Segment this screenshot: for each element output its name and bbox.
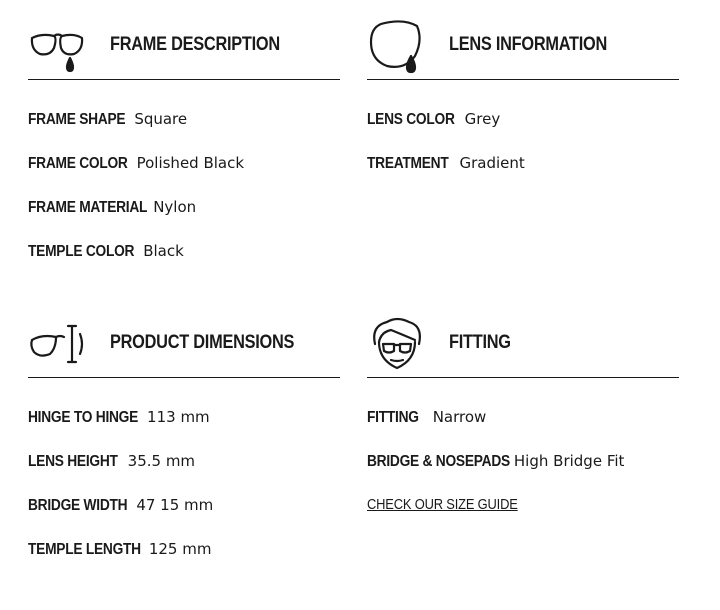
size-guide-row <box>367 496 679 540</box>
spec-value: Gradient <box>459 154 525 172</box>
spec-value: 125 mm <box>148 540 212 558</box>
spec-label: FRAME COLOR <box>28 155 128 172</box>
section-header <box>367 14 679 80</box>
spec-value: Grey <box>464 110 501 128</box>
spec-row-hinge-to-hinge <box>28 408 340 452</box>
spec-value: Polished Black <box>136 154 245 172</box>
spec-label: HINGE TO HINGE <box>28 409 139 426</box>
spec-row-bridge-nosepads <box>367 452 679 496</box>
spec-row-temple-color <box>28 242 340 286</box>
spec-value: Square <box>134 110 188 128</box>
spec-label: LENS HEIGHT <box>28 453 118 470</box>
spec-row-frame-color <box>28 154 340 198</box>
spec-row-fitting <box>367 408 679 452</box>
section-title: FITTING <box>449 332 511 353</box>
product-dimensions-section <box>28 312 340 584</box>
section-title: LENS INFORMATION <box>449 34 608 55</box>
spec-row-lens-color <box>367 110 679 154</box>
spec-value: Nylon <box>153 198 197 216</box>
section-header <box>367 312 679 378</box>
spec-label: FITTING <box>367 409 419 426</box>
spec-label: TREATMENT <box>367 155 449 172</box>
section-title: PRODUCT DIMENSIONS <box>110 332 295 353</box>
section-header <box>28 14 340 80</box>
spec-label: FRAME SHAPE <box>28 111 126 128</box>
spec-label: BRIDGE & NOSEPADS <box>367 453 510 470</box>
section-header <box>28 312 340 378</box>
spec-row-temple-length <box>28 540 340 584</box>
spec-value: High Bridge Fit <box>513 452 625 470</box>
spec-label: TEMPLE COLOR <box>28 243 135 260</box>
fitting-section <box>367 312 679 540</box>
spec-value: Narrow <box>432 408 487 426</box>
spec-row-frame-material <box>28 198 340 242</box>
lens-information-section <box>367 14 679 198</box>
spec-row-frame-shape <box>28 110 340 154</box>
section-title: FRAME DESCRIPTION <box>110 34 280 55</box>
spec-row-treatment <box>367 154 679 198</box>
spec-label: FRAME MATERIAL <box>28 199 148 216</box>
spec-label: LENS COLOR <box>367 111 455 128</box>
glasses-measure-icon <box>28 314 88 374</box>
spec-value: 113 mm <box>147 408 210 426</box>
lens-drop-icon <box>367 16 427 76</box>
spec-value: 35.5 mm <box>127 452 196 470</box>
spec-row-lens-height <box>28 452 340 496</box>
face-glasses-icon <box>367 314 427 374</box>
sunglasses-drop-icon <box>28 16 88 76</box>
size-guide-link[interactable]: CHECK OUR SIZE GUIDE <box>367 496 518 513</box>
spec-row-bridge-width <box>28 496 340 540</box>
spec-value: 47 15 mm <box>136 496 214 514</box>
spec-label: BRIDGE WIDTH <box>28 497 128 514</box>
frame-description-section <box>28 14 340 286</box>
spec-value: Black <box>143 242 184 260</box>
spec-label: TEMPLE LENGTH <box>28 541 141 558</box>
